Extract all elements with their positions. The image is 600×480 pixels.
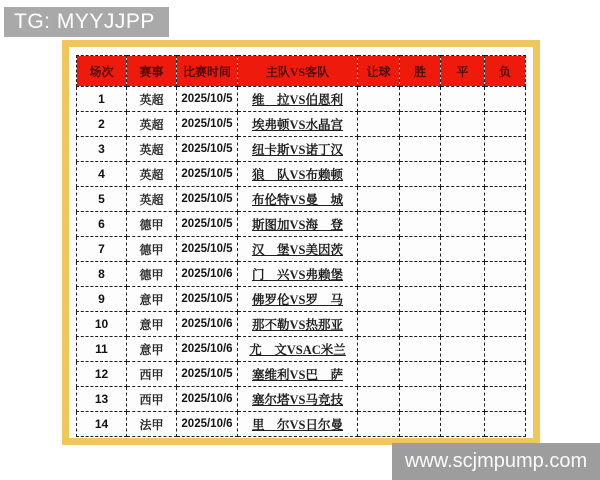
cell-time: 2025/10/5 — [177, 187, 238, 212]
cell-time: 2025/10/5 — [177, 87, 238, 112]
cell-handicap — [358, 262, 400, 287]
table-row — [77, 412, 526, 437]
cell-handicap — [358, 112, 400, 137]
cell-no: 13 — [77, 387, 127, 412]
cell-draw — [441, 112, 485, 137]
cell-win — [400, 187, 441, 212]
cell-league: 意甲 — [127, 287, 177, 312]
telegram-tag-label: TG: MYYJJPP — [4, 7, 169, 37]
cell-time: 2025/10/6 — [177, 262, 238, 287]
cell-handicap — [358, 87, 400, 112]
fixtures-table — [76, 55, 526, 437]
cell-draw — [441, 162, 485, 187]
cell-handicap — [358, 362, 400, 387]
cell-win — [400, 212, 441, 237]
table-row — [77, 287, 526, 312]
cell-handicap — [358, 137, 400, 162]
cell-league: 英超 — [127, 112, 177, 137]
cell-win — [400, 362, 441, 387]
cell-no: 14 — [77, 412, 127, 437]
table-row — [77, 312, 526, 337]
cell-league: 西甲 — [127, 362, 177, 387]
cell-league: 英超 — [127, 137, 177, 162]
cell-lose — [485, 312, 526, 337]
cell-draw — [441, 237, 485, 262]
cell-lose — [485, 362, 526, 387]
cell-no: 7 — [77, 237, 127, 262]
cell-lose — [485, 162, 526, 187]
cell-win — [400, 287, 441, 312]
table-row — [77, 337, 526, 362]
cell-no: 11 — [77, 337, 127, 362]
cell-win — [400, 262, 441, 287]
cell-no: 12 — [77, 362, 127, 387]
cell-draw — [441, 187, 485, 212]
cell-lose — [485, 212, 526, 237]
cell-no: 10 — [77, 312, 127, 337]
column-header-handicap: 让球 — [358, 56, 400, 87]
table-row — [77, 112, 526, 137]
cell-win — [400, 312, 441, 337]
cell-lose — [485, 187, 526, 212]
cell-time: 2025/10/6 — [177, 312, 238, 337]
table-body — [77, 87, 526, 437]
cell-lose — [485, 137, 526, 162]
cell-lose — [485, 337, 526, 362]
cell-no: 9 — [77, 287, 127, 312]
cell-time: 2025/10/5 — [177, 237, 238, 262]
table-header-row — [77, 56, 526, 87]
fixtures-panel — [62, 40, 540, 445]
cell-draw — [441, 312, 485, 337]
cell-draw — [441, 412, 485, 437]
cell-match: 塞尔塔VS马竞技 — [238, 387, 358, 412]
cell-handicap — [358, 212, 400, 237]
cell-match: 维 拉VS伯恩利 — [238, 87, 358, 112]
cell-league: 英超 — [127, 87, 177, 112]
cell-time: 2025/10/5 — [177, 287, 238, 312]
cell-time: 2025/10/5 — [177, 137, 238, 162]
cell-league: 英超 — [127, 162, 177, 187]
table-row — [77, 262, 526, 287]
table-row — [77, 362, 526, 387]
cell-handicap — [358, 337, 400, 362]
cell-time: 2025/10/5 — [177, 212, 238, 237]
cell-draw — [441, 387, 485, 412]
cell-lose — [485, 412, 526, 437]
cell-league: 英超 — [127, 187, 177, 212]
cell-win — [400, 337, 441, 362]
column-header-match: 主队VS客队 — [238, 56, 358, 87]
cell-match: 那不勒VS热那亚 — [238, 312, 358, 337]
cell-match: 布伦特VS曼 城 — [238, 187, 358, 212]
cell-time: 2025/10/5 — [177, 112, 238, 137]
cell-league: 德甲 — [127, 237, 177, 262]
cell-draw — [441, 287, 485, 312]
table-row — [77, 187, 526, 212]
cell-handicap — [358, 287, 400, 312]
cell-no: 6 — [77, 212, 127, 237]
cell-no: 1 — [77, 87, 127, 112]
table-row — [77, 237, 526, 262]
cell-lose — [485, 237, 526, 262]
cell-league: 德甲 — [127, 212, 177, 237]
cell-win — [400, 137, 441, 162]
table-row — [77, 162, 526, 187]
cell-match: 里 尔VS日尔曼 — [238, 412, 358, 437]
cell-lose — [485, 387, 526, 412]
cell-win — [400, 112, 441, 137]
cell-match: 门 兴VS弗赖堡 — [238, 262, 358, 287]
cell-match: 埃弗顿VS水晶宫 — [238, 112, 358, 137]
cell-handicap — [358, 412, 400, 437]
cell-win — [400, 162, 441, 187]
column-header-no: 场次 — [77, 56, 127, 87]
cell-no: 4 — [77, 162, 127, 187]
cell-time: 2025/10/5 — [177, 362, 238, 387]
cell-league: 法甲 — [127, 412, 177, 437]
table-row — [77, 212, 526, 237]
cell-no: 2 — [77, 112, 127, 137]
cell-time: 2025/10/6 — [177, 387, 238, 412]
cell-lose — [485, 87, 526, 112]
cell-league: 西甲 — [127, 387, 177, 412]
table-row — [77, 137, 526, 162]
cell-match: 佛罗伦VS罗 马 — [238, 287, 358, 312]
cell-time: 2025/10/6 — [177, 337, 238, 362]
cell-draw — [441, 262, 485, 287]
cell-match: 狼 队VS布赖顿 — [238, 162, 358, 187]
cell-draw — [441, 137, 485, 162]
cell-handicap — [358, 162, 400, 187]
cell-match: 汉 堡VS美因茨 — [238, 237, 358, 262]
cell-draw — [441, 362, 485, 387]
cell-handicap — [358, 237, 400, 262]
column-header-win: 胜 — [400, 56, 441, 87]
cell-handicap — [358, 187, 400, 212]
column-header-league: 赛事 — [127, 56, 177, 87]
column-header-lose: 负 — [485, 56, 526, 87]
cell-time: 2025/10/6 — [177, 412, 238, 437]
cell-lose — [485, 112, 526, 137]
cell-handicap — [358, 387, 400, 412]
cell-win — [400, 412, 441, 437]
cell-draw — [441, 87, 485, 112]
table-row — [77, 87, 526, 112]
cell-time: 2025/10/5 — [177, 162, 238, 187]
column-header-draw: 平 — [441, 56, 485, 87]
cell-league: 意甲 — [127, 312, 177, 337]
cell-win — [400, 237, 441, 262]
site-watermark: www.scjmpump.com — [392, 443, 600, 480]
cell-match: 纽卡斯VS诺丁汉 — [238, 137, 358, 162]
cell-no: 8 — [77, 262, 127, 287]
cell-league: 意甲 — [127, 337, 177, 362]
cell-draw — [441, 337, 485, 362]
cell-handicap — [358, 312, 400, 337]
cell-league: 德甲 — [127, 262, 177, 287]
column-header-time: 比赛时间 — [177, 56, 238, 87]
cell-match: 塞维利VS巴 萨 — [238, 362, 358, 387]
cell-lose — [485, 262, 526, 287]
cell-draw — [441, 212, 485, 237]
cell-win — [400, 387, 441, 412]
table-row — [77, 387, 526, 412]
cell-no: 5 — [77, 187, 127, 212]
cell-match: 斯图加VS海 登 — [238, 212, 358, 237]
cell-lose — [485, 287, 526, 312]
cell-win — [400, 87, 441, 112]
cell-match: 尤 文VSAC米兰 — [238, 337, 358, 362]
cell-no: 3 — [77, 137, 127, 162]
